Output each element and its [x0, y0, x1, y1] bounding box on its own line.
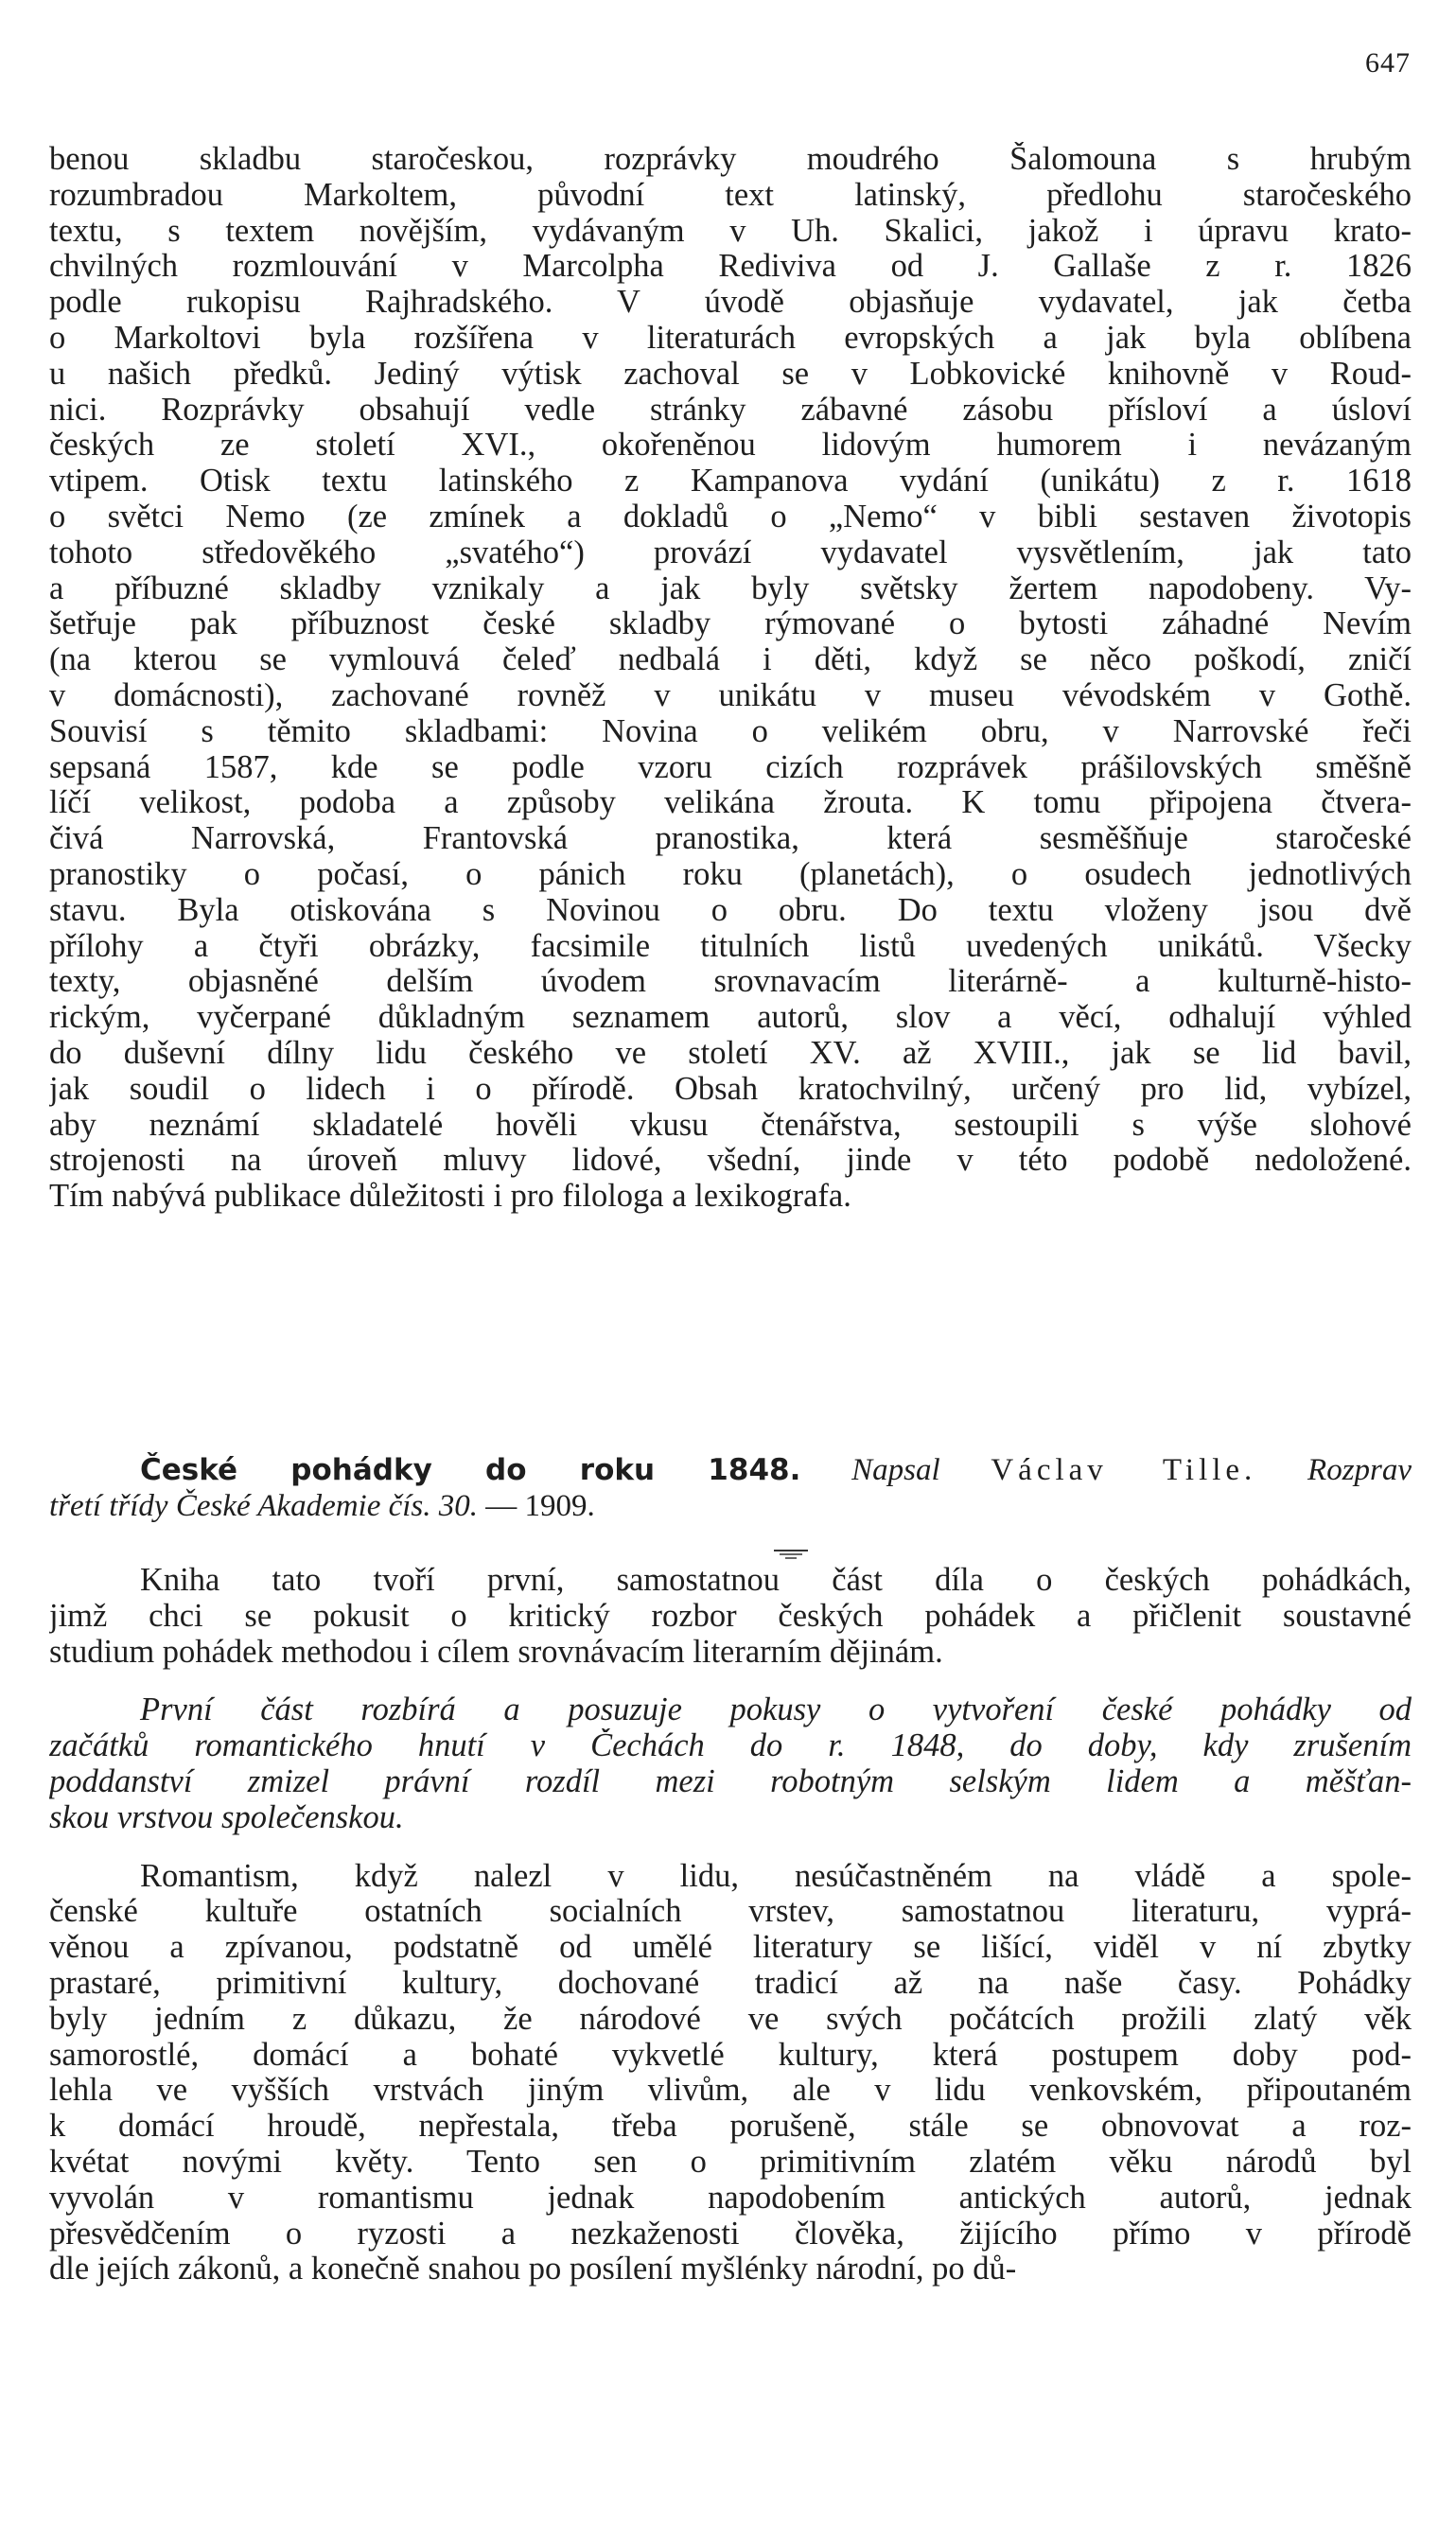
- review-body: [49, 1563, 1412, 2287]
- page-number: 647: [1365, 47, 1411, 79]
- text-line: lehla ve vyšších vrstvách jiným vlivům, ale v lidu venkovském, připoutaném: [49, 2073, 1412, 2109]
- text-line: o Markoltovi byla rozšířena v literaturách evropských a jak byla oblíbena: [49, 320, 1412, 356]
- text-line: podle rukopisu Rajhradského. V úvodě objasňuje vydavatel, jak četba: [49, 285, 1412, 321]
- text-line: o světci Nemo (ze zmínek a dokladů o „Nemo“ v bibli sestaven životopis: [49, 499, 1412, 535]
- text-line: chvilných rozmlouvání v Marcolpha Rediviva od J. Gallaše z r. 1826: [49, 249, 1412, 285]
- text-line: První část rozbírá a posuzuje pokusy o vytvoření české pohádky od: [140, 1692, 1412, 1728]
- text-line: stavu. Byla otiskována s Novinou o obru. Do textu vloženy jsou dvě: [49, 892, 1412, 928]
- text-line: rickým, vyčerpané důkladným seznamem autorů, slov a věcí, odhalují výhled: [49, 1000, 1412, 1036]
- text-line: přesvědčením o ryzosti a nezkaženosti člověka, žijícího přímo v přírodě: [49, 2216, 1412, 2252]
- rozprav-label: Rozprav: [1307, 1453, 1412, 1487]
- napsal-label: Napsal: [851, 1453, 940, 1487]
- text-line: texty, objasněné delším úvodem srovnavacím literárně- a kulturně-histo-: [49, 964, 1412, 1000]
- heading-line-2: [49, 1488, 1412, 1524]
- text-line: šetřuje pak příbuznost české skladby rýmované o bytosti záhadné Nevím: [49, 606, 1412, 642]
- text-line: a příbuzné skladby vznikaly a jak byly světsky žertem napodobeny. Vy-: [49, 570, 1412, 606]
- text-line: aby neznámí skladatelé hověli vkusu čtenářstva, sestoupili s výše slohové: [49, 1107, 1412, 1143]
- heading-line-1: [140, 1452, 1412, 1488]
- text-line: tohoto středověkého „svatého“) provází vydavatel vysvětlením, jak tato: [49, 535, 1412, 570]
- text-line: Romantism, když nalezl v lidu, nesúčastněném na vládě a spole-: [140, 1858, 1412, 1894]
- text-line: vyvolán v romantismu jednak napodobením antických autorů, jednak: [49, 2180, 1412, 2216]
- ornament-divider-icon: [772, 1548, 810, 1561]
- text-line: jimž chci se pokusit o kritický rozbor českých pohádek a přičlenit soustavné: [49, 1598, 1412, 1634]
- text-line: čivá Narrovská, Frantovská pranostika, která sesměšňuje staročeské: [49, 821, 1412, 857]
- text-line: rozumbradou Markoltem, původní text latinský, předlohu staročeského: [49, 177, 1412, 213]
- text-line: líčí velikost, podoba a způsoby velikána žrouta. K tomu připojena čtvera-: [49, 785, 1412, 821]
- text-line: strojenosti na úroveň mluvy lidové, všední, jinde v této podobě nedoložené.: [49, 1143, 1412, 1179]
- text-line: jak soudil o lidech i o přírodě. Obsah kratochvilný, určený pro lid, vybízel,: [49, 1071, 1412, 1107]
- text-line: v domácnosti), zachované rovněž v unikátu v museu vévodském v Gothě.: [49, 677, 1412, 713]
- text-line: pranostiky o počasí, o pánich roku (planetách), o osudech jednotlivých: [49, 856, 1412, 892]
- text-line: věnou a zpívanou, podstatně od umělé literatury se lišící, viděl v ní zbytky: [49, 1930, 1412, 1966]
- heading-dash: —: [485, 1489, 517, 1523]
- text-line: byly jedním z důkazu, že národové ve svých počátcích prožili zlatý věk: [49, 2001, 1412, 2037]
- text-line: (na kterou se vymlouvá čeleď nedbalá i děti, když se něco poškodí, zničí: [49, 642, 1412, 678]
- paragraph-gap: [49, 1836, 1412, 1859]
- text-line: Kniha tato tvoří první, samostatnou část díla o českých pohádkách,: [140, 1563, 1412, 1598]
- author-name: Václav Tille.: [991, 1453, 1257, 1487]
- text-line: přílohy a čtyři obrázky, facsimile titulních listů uvedených unikátů. Všecky: [49, 928, 1412, 964]
- text-line: u našich předků. Jediný výtisk zachoval se v Lobkovické knihovně v Roud-: [49, 356, 1412, 392]
- text-line: do duševní dílny lidu českého ve století XV. až XVIII., jak se lid bavil,: [49, 1035, 1412, 1071]
- text-line: dle jejích zákonů, a konečně snahou po posílení myšlénky národní, po dů-: [49, 2252, 1017, 2287]
- text-line: prastaré, primitivní kultury, dochované tradicí až na naše časy. Pohádky: [49, 1965, 1412, 2001]
- text-line: poddanství zmizel právní rozdíl mezi robotným selským lidem a měšťan-: [49, 1763, 1412, 1799]
- text-line: nici. Rozprávky obsahují vedle stránky zábavné zásobu přísloví a úsloví: [49, 392, 1412, 428]
- review-heading: [49, 1452, 1412, 1524]
- text-line: textu, s textem novějším, vydávaným v Uh. Skalici, jakož i úpravu krato-: [49, 213, 1412, 249]
- text-line: českých ze století XVI., okořeněnou lidovým humorem i nevázaným: [49, 428, 1412, 464]
- text-line: sepsaná 1587, kde se podle vzoru cizích rozprávek prášilovských směšně: [49, 749, 1412, 785]
- publication-year: 1909.: [524, 1489, 595, 1523]
- text-line: kvétat novými květy. Tento sen o primitivním zlatém věku národů byl: [49, 2144, 1412, 2180]
- text-line: čenské kultuře ostatních socialních vrstev, samostatnou literaturu, vyprá-: [49, 1894, 1412, 1930]
- book-title: České pohádky do roku 1848.: [140, 1453, 801, 1487]
- paragraph-gap: [49, 1670, 1412, 1692]
- text-line: studium pohádek methodou i cílem srovnávacím literarním dějinám.: [49, 1634, 943, 1670]
- text-line: benou skladbu staročeskou, rozprávky moudrého Šalomouna s hrubým: [49, 142, 1412, 177]
- text-line: Souvisí s těmito skladbami: Novina o velikém obru, v Narrovské řeči: [49, 713, 1412, 749]
- paragraph: [49, 1859, 1412, 2288]
- text-line: Tím nabývá publikace důležitosti i pro filologa a lexikografa.: [49, 1179, 851, 1215]
- review-continuation: [49, 142, 1412, 1215]
- paragraph: [49, 1563, 1412, 1670]
- series-info: třetí třídy České Akademie čís. 30.: [49, 1489, 479, 1523]
- text-line: vtipem. Otisk textu latinského z Kampanova vydání (unikátu) z r. 1618: [49, 464, 1412, 500]
- text-line: skou vrstvou společenskou.: [49, 1799, 404, 1835]
- text-line: k domácí hroudě, nepřestala, třeba porušeně, stále se obnovovat a roz-: [49, 2109, 1412, 2145]
- paragraph: [49, 1692, 1412, 1835]
- text-line: samorostlé, domácí a bohaté vykvetlé kultury, která postupem doby pod-: [49, 2037, 1412, 2073]
- text-line: začátků romantického hnutí v Čechách do r. 1848, do doby, kdy zrušením: [49, 1728, 1412, 1764]
